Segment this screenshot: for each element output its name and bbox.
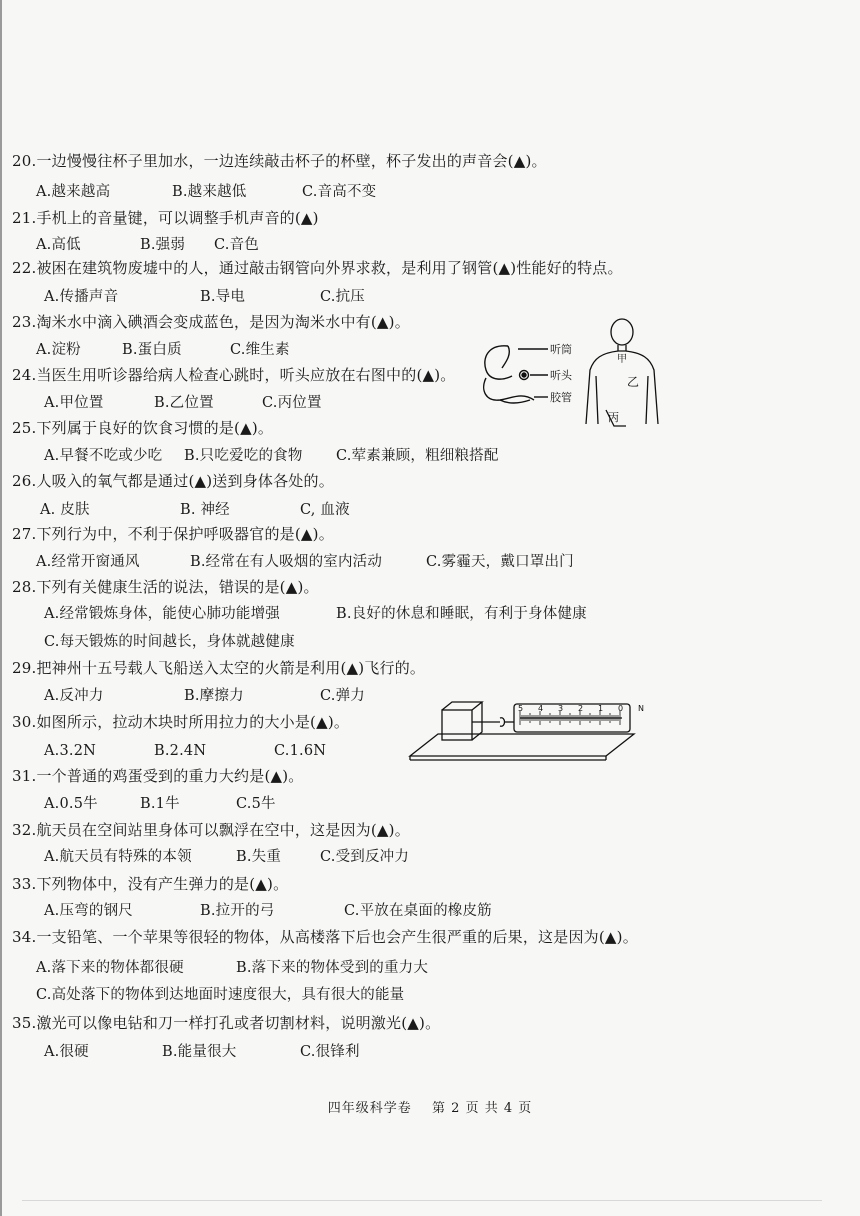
- question-30-option-b: B.2.4N: [154, 743, 207, 759]
- question-34-option-a: A.落下来的物体都很硬: [36, 960, 184, 976]
- question-30-stem: 30.如图所示，拉动木块时所用拉力的大小是(▲)。: [12, 713, 350, 731]
- question-28-option-b: B.良好的休息和睡眠，有利于身体健康: [336, 606, 587, 622]
- question-25-stem: 25.下列属于良好的饮食习惯的是(▲)。: [12, 419, 274, 437]
- scan-edge: [0, 0, 2, 1216]
- label-tubing: 胶管: [550, 391, 572, 404]
- question-31-option-a: A.0.5牛: [44, 796, 98, 812]
- question-27-option-b: B.经常在有人吸烟的室内活动: [190, 554, 383, 570]
- question-27-stem: 27.下列行为中，不利于保护呼吸器官的是(▲)。: [12, 525, 334, 543]
- question-34-option-b: B.落下来的物体受到的重力大: [236, 960, 429, 976]
- question-21-option-b: B.强弱: [140, 237, 186, 253]
- question-30-option-a: A.3.2N: [44, 743, 97, 759]
- question-28-option-a: A.经常锻炼身体，能使心肺功能增强: [44, 606, 280, 622]
- question-32-stem: 32.航天员在空间站里身体可以飘浮在空中，这是因为(▲)。: [12, 821, 410, 839]
- scale-number: 5: [518, 704, 524, 713]
- question-20-option-a: A.越来越高: [36, 184, 111, 200]
- question-24-option-b: B.乙位置: [154, 395, 214, 411]
- stethoscope-drawing: [484, 346, 548, 403]
- page-footer: [0, 1097, 860, 1116]
- question-24-option-c: C.丙位置: [262, 395, 322, 411]
- question-32-option-c: C.受到反冲力: [320, 849, 410, 865]
- question-32-option-a: A.航天员有特殊的本领: [44, 849, 192, 865]
- wooden-block: [442, 710, 472, 740]
- question-28-stem: 28.下列有关健康生活的说法，错误的是(▲)。: [12, 578, 319, 596]
- question-34-stem: 34.一支铅笔、一个苹果等很轻的物体，从高楼落下后也会产生很严重的后果，这是因为(▲)。: [12, 928, 638, 946]
- question-26-option-b: B. 神经: [180, 502, 230, 518]
- question-20-option-c: C.音高不变: [302, 184, 377, 200]
- question-20-option-b: B.越来越低: [172, 184, 247, 200]
- question-25-option-a: A.早餐不吃或少吃: [44, 448, 163, 464]
- question-29-option-b: B.摩擦力: [184, 688, 244, 704]
- question-32-option-b: B.失重: [236, 849, 282, 865]
- question-29-option-a: A.反冲力: [44, 688, 104, 704]
- question-27-option-a: A.经常开窗通风: [36, 554, 140, 570]
- footer-page-number: 第 2 页 共 4 页: [432, 1101, 533, 1116]
- question-35-stem: 35.激光可以像电钻和刀一样打孔或者切割材料，说明激光(▲)。: [12, 1014, 441, 1032]
- stethoscope-figure: [478, 318, 668, 430]
- question-34-option-c: C.高处落下的物体到达地面时速度很大，具有很大的能量: [36, 987, 405, 1003]
- question-22-option-a: A.传播声音: [44, 289, 119, 305]
- position-yi: 乙: [627, 375, 640, 389]
- question-23-stem: 23.淘米水中滴入碘酒会变成蓝色，是因为淘米水中有(▲)。: [12, 313, 410, 331]
- question-23-option-b: B.蛋白质: [122, 342, 182, 358]
- question-30-option-c: C.1.6N: [274, 743, 327, 759]
- spring-scale-figure: [408, 698, 644, 764]
- question-25-option-c: C.荤素兼顾，粗细粮搭配: [336, 448, 499, 464]
- human-torso-drawing: [586, 319, 658, 426]
- question-31-stem: 31.一个普通的鸡蛋受到的重力大约是(▲)。: [12, 767, 304, 785]
- label-earpiece: 听筒: [550, 343, 572, 356]
- question-24-stem: 24.当医生用听诊器给病人检查心跳时，听头应放在右图中的(▲)。: [12, 366, 456, 384]
- question-20-stem: 20.一边慢慢往杯子里加水，一边连续敲击杯子的杯壁，杯子发出的声音会(▲)。: [12, 152, 547, 170]
- question-22-option-b: B.导电: [200, 289, 246, 305]
- question-24-option-a: A.甲位置: [44, 395, 104, 411]
- question-25-option-b: B.只吃爱吃的食物: [184, 448, 303, 464]
- scale-number: 0: [618, 704, 624, 713]
- label-chestpiece: 听头: [550, 369, 572, 382]
- question-31-option-c: C.5牛: [236, 796, 276, 812]
- spring-scale-numbers: [518, 704, 644, 713]
- question-33-option-a: A.压弯的钢尺: [44, 903, 133, 919]
- question-29-option-c: C.弹力: [320, 688, 365, 704]
- question-28-option-c: C.每天锻炼的时间越长，身体就越健康: [44, 634, 295, 650]
- question-21-option-a: A.高低: [36, 237, 81, 253]
- question-23-option-a: A.淀粉: [36, 342, 81, 358]
- question-27-option-c: C.雾霾天，戴口罩出门: [426, 554, 574, 570]
- position-jia: 甲: [617, 354, 627, 365]
- question-26-stem: 26.人吸入的氧气都是通过(▲)送到身体各处的。: [12, 472, 334, 490]
- question-22-option-c: C.抗压: [320, 289, 365, 305]
- question-33-stem: 33.下列物体中，没有产生弹力的是(▲)。: [12, 875, 289, 893]
- scan-artifact-line: [22, 1200, 822, 1201]
- question-31-option-b: B.1牛: [140, 796, 180, 812]
- scale-number: 1: [598, 704, 604, 713]
- question-21-option-c: C.音色: [214, 237, 259, 253]
- question-35-option-c: C.很锋利: [300, 1044, 360, 1060]
- question-23-option-c: C.维生素: [230, 342, 290, 358]
- question-35-option-a: A.很硬: [44, 1044, 89, 1060]
- position-bing: 丙: [608, 411, 619, 424]
- scale-number: 2: [578, 704, 584, 713]
- question-33-option-b: B.拉开的弓: [200, 903, 275, 919]
- footer-title: 四年级科学卷: [327, 1101, 412, 1116]
- question-33-option-c: C.平放在桌面的橡皮筋: [344, 903, 492, 919]
- table-surface: [410, 734, 634, 756]
- question-26-option-a: A. 皮肤: [40, 502, 90, 518]
- scale-number: N: [638, 704, 644, 713]
- scale-number: 3: [558, 704, 564, 713]
- question-35-option-b: B.能量很大: [162, 1044, 237, 1060]
- scale-number: 4: [538, 704, 544, 713]
- question-29-stem: 29.把神州十五号载人飞船送入太空的火箭是利用(▲)飞行的。: [12, 659, 426, 677]
- question-22-stem: 22.被困在建筑物废墟中的人，通过敲击钢管向外界求救，是利用了钢管(▲)性能好的特点。: [12, 259, 623, 277]
- question-26-option-c: C, 血液: [300, 502, 350, 518]
- question-21-stem: 21.手机上的音量键，可以调整手机声音的(▲): [12, 209, 319, 227]
